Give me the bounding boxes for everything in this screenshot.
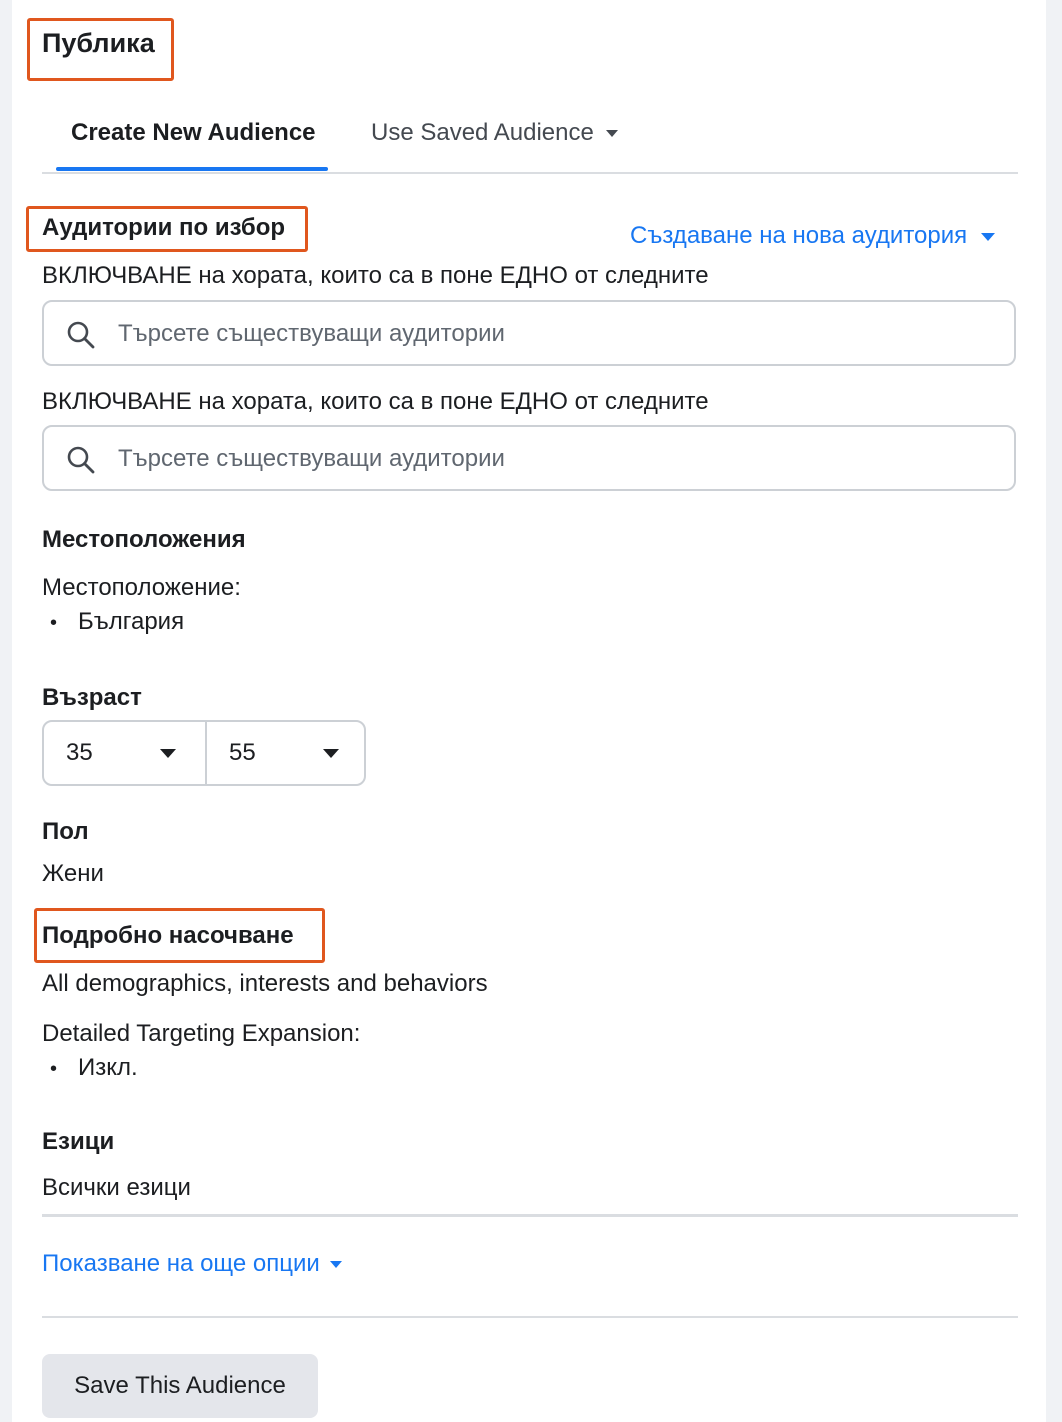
locations-title: Местоположения xyxy=(42,526,246,553)
languages-value: Всички езици xyxy=(42,1174,191,1201)
age-max-value: 55 xyxy=(229,739,256,766)
languages-title: Езици xyxy=(42,1128,115,1155)
gender-value: Жени xyxy=(42,860,104,887)
detailed-targeting-title: Подробно насочване xyxy=(42,922,294,949)
tab-create-new-audience[interactable]: Create New Audience xyxy=(71,119,316,146)
targeting-expansion-label: Detailed Targeting Expansion: xyxy=(42,1020,361,1047)
search-icon xyxy=(66,445,96,475)
audience-search-field[interactable] xyxy=(42,300,1016,366)
section-divider xyxy=(42,1316,1018,1318)
tabs-divider xyxy=(42,172,1018,174)
gender-title: Пол xyxy=(42,818,89,845)
chevron-down-icon xyxy=(330,1261,342,1268)
audience-search-field[interactable] xyxy=(42,425,1016,491)
age-title: Възраст xyxy=(42,684,142,711)
chevron-down-icon xyxy=(981,233,995,241)
tab-use-saved-audience-label: Use Saved Audience xyxy=(371,119,594,146)
age-min-select[interactable] xyxy=(44,722,204,784)
location-item: • България xyxy=(42,608,184,636)
age-max-select[interactable] xyxy=(207,722,367,784)
section-divider xyxy=(42,1214,1018,1217)
create-new-audience-link-label: Създаване на нова аудитория xyxy=(630,222,968,249)
include-label: ВКЛЮЧВАНЕ на хората, които са в поне ЕДНО от следните xyxy=(42,388,709,415)
create-new-audience-link[interactable] xyxy=(630,222,995,250)
section-title: Публика xyxy=(42,28,155,58)
chevron-down-icon xyxy=(606,130,618,137)
show-more-options-link[interactable] xyxy=(42,1250,342,1278)
include-label: ВКЛЮЧВАНЕ на хората, които са в поне ЕДНО от следните xyxy=(42,262,709,289)
audience-search-input[interactable] xyxy=(116,302,1000,366)
custom-audiences-title: Аудитории по избор xyxy=(42,214,286,241)
tab-use-saved-audience[interactable] xyxy=(371,119,618,147)
age-min-value: 35 xyxy=(66,739,93,766)
search-icon xyxy=(66,320,96,350)
audience-card xyxy=(12,0,1046,1422)
save-audience-button[interactable]: Save This Audience xyxy=(42,1354,318,1418)
show-more-options-label: Показване на още опции xyxy=(42,1250,320,1277)
detailed-targeting-value: All demographics, interests and behaviors xyxy=(42,970,488,997)
targeting-expansion-item: • Изкл. xyxy=(42,1054,138,1082)
active-tab-indicator xyxy=(56,167,328,171)
audience-search-input[interactable] xyxy=(116,427,1000,491)
dropdown-arrow-icon xyxy=(160,749,176,758)
location-label: Местоположение: xyxy=(42,574,241,601)
age-range-selector xyxy=(42,720,366,786)
dropdown-arrow-icon xyxy=(323,749,339,758)
